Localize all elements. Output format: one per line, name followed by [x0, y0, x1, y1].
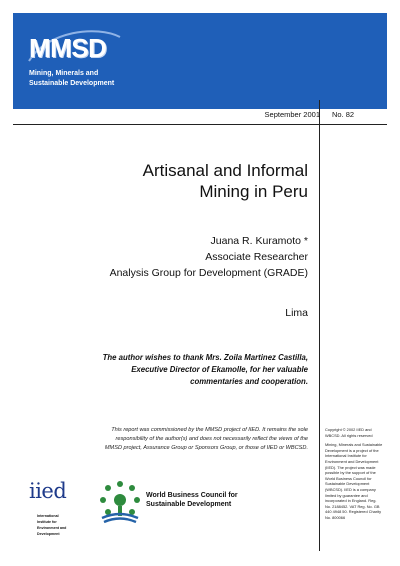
org-name-line-2: Sustainable Development	[29, 80, 115, 87]
city: Lima	[285, 307, 308, 319]
iied-sub-line-4: Development	[37, 532, 60, 536]
wbcsd-line-1: World Business Council for	[146, 492, 238, 499]
meta-divider	[13, 124, 387, 125]
publication-date: September 2001	[264, 110, 320, 119]
copyright-text: Copyright © 2002 IIED and WBCSD. All rights reserved	[325, 427, 373, 438]
commission-line-2: responsibility of the author(s) and does not necessarily reflect the views of the	[115, 436, 308, 442]
author-affiliation: Analysis Group for Development (GRADE)	[109, 267, 308, 279]
author-role: Associate Researcher	[205, 251, 308, 263]
title-line-1: Artisanal and Informal	[142, 161, 308, 180]
iied-logo	[29, 479, 79, 547]
acknowledgement-line-1: The author wishes to thank Mrs. Zoila Martinez Castilla,	[102, 353, 308, 362]
author-name: Juana R. Kuramoto *	[210, 235, 308, 247]
iied-sub-line-2: Institute for	[37, 520, 57, 524]
wbcsd-line-2: Sustainable Development	[146, 501, 232, 508]
wbcsd-name	[146, 491, 238, 509]
mmsd-logo: MMSD	[29, 33, 107, 63]
vertical-divider	[319, 100, 320, 551]
author-block	[48, 233, 308, 281]
title-line-2: Mining in Peru	[199, 182, 308, 201]
commission-note	[68, 426, 308, 453]
iied-sub-line-3: Environment and	[37, 526, 67, 530]
report-title	[58, 160, 308, 202]
header-band	[13, 13, 387, 109]
org-name-line-1: Mining, Minerals and	[29, 70, 99, 77]
copyright-sidebar	[325, 427, 383, 525]
iied-wordmark: iied	[29, 479, 67, 503]
globe-tree-icon	[96, 478, 144, 526]
commission-line-3: MMSD project, Assurance Group or Sponsors Group, or those of IIED or WBCSD.	[104, 445, 308, 451]
commission-line-1: This report was commissioned by the MMSD project of IIED. It remains the sole	[111, 427, 308, 433]
iied-full-name	[37, 513, 66, 537]
report-number: No. 82	[332, 110, 355, 119]
iied-sub-line-1: International	[37, 514, 59, 518]
acknowledgement-line-2: Executive Director of Ekamolle, for her valuable	[131, 365, 308, 374]
acknowledgement	[48, 352, 308, 388]
acknowledgement-line-3: commentaries and cooperation.	[190, 377, 308, 386]
project-about-text: Mining, Minerals and Sustainable Development is a project of the International Institute for Environment and Development (IIED). The project was made possible by the support of the World Business Council for Sustainable Development (WBCSD). IIED is a company limited by guarantee and incorporated in England. Reg. No. 2188452. VAT Reg. No. GB 440 4948 50. Registered Charity No. 800066	[325, 442, 383, 520]
